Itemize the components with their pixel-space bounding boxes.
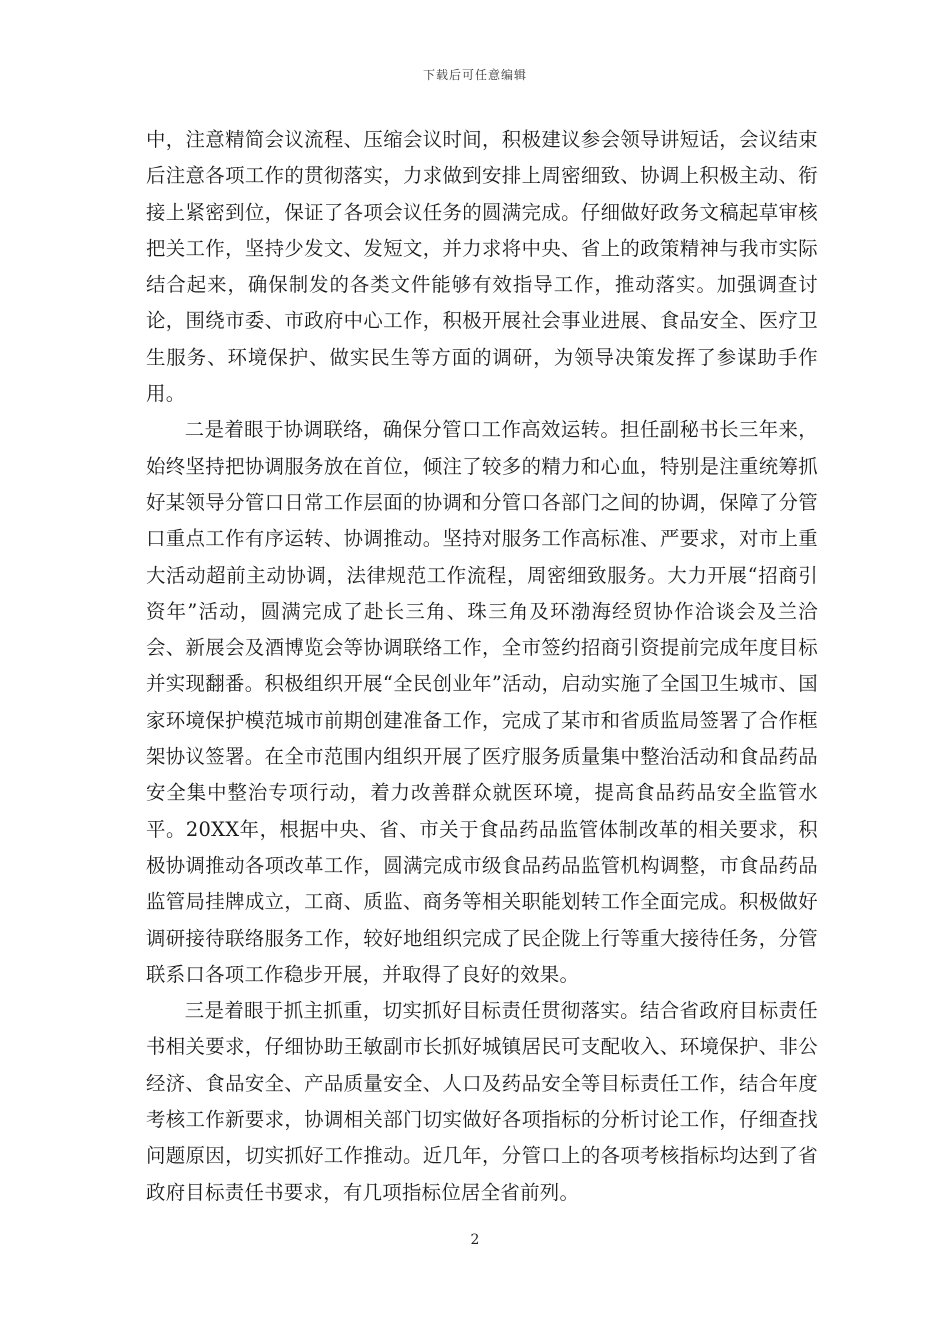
document-body <box>146 122 818 1211</box>
page-number: 2 <box>470 1232 480 1248</box>
paragraph-continuation: 中，注意精简会议流程、压缩会议时间，积极建议参会领导讲短话，会议结束后注意各项工作的贯彻落实，力求做到安排上周密细致、协调上积极主动、衔接上紧密到位，保证了各项会议任务的圆满完成。仔细做好政务文稿起草审核把关工作，坚持少发文、发短文，并力求将中央、省上的政策精神与我市实际结合起来，确保制发的各类文件能够有效指导工作，推动落实。加强调查讨论，围绕市委、市政府中心工作，积极开展社会事业进展、食品安全、医疗卫生服务、环境保护、做实民生等方面的调研，为领导决策发挥了参谋助手作用。 <box>146 128 818 406</box>
paragraph-target-responsibility: 三是着眼于抓主抓重，切实抓好目标责任贯彻落实。结合省政府目标责任书相关要求，仔细协助王敏副市长抓好城镇居民可支配收入、环境保护、非公经济、食品安全、产品质量安全、人口及药品安全等目标责任工作，结合年度考核工作新要求，协调相关部门切实做好各项指标的分析讨论工作，仔细查找问题原因，切实抓好工作推动。近几年，分管口上的各项考核指标均达到了省政府目标责任书要求，有几项指标位居全省前列。 <box>146 999 818 1204</box>
page-header-note: 下载后可任意编辑 <box>422 68 527 82</box>
paragraph-coordination: 二是着眼于协调联络，确保分管口工作高效运转。担任副秘书长三年来，始终坚持把协调服务放在首位，倾注了较多的精力和心血，特别是注重统筹抓好某领导分管口日常工作层面的协调和分管口各部门之间的协调，保障了分管口重点工作有序运转、协调推动。坚持对服务工作高标准、严要求，对市上重大活动超前主动协调，法律规范工作流程，周密细致服务。大力开展“招商引资年”活动，圆满完成了赴长三角、珠三角及环渤海经贸协作洽谈会及兰洽会、新展会及酒博览会等协调联络工作，全市签约招商引资提前完成年度目标并实现翻番。积极组织开展“全民创业年”活动，启动实施了全国卫生城市、国家环境保护模范城市前期创建准备工作，完成了某市和省质监局签署了合作框架协议签署。在全市范围内组织开展了医疗服务质量集中整治活动和食品药品安全集中整治专项行动，着力改善群众就医环境，提高食品药品安全监管水平。20XX年，根据中央、省、市关于食品药品监管体制改革的相关要求，积极协调推动各项改革工作，圆满完成市级食品药品监管机构调整，市食品药品监管局挂牌成立，工商、质监、商务等相关职能划转工作全面完成。积极做好调研接待联络服务工作，较好地组织完成了民企陇上行等重大接待任务，分管联系口各项工作稳步开展，并取得了良好的效果。 <box>146 418 818 986</box>
